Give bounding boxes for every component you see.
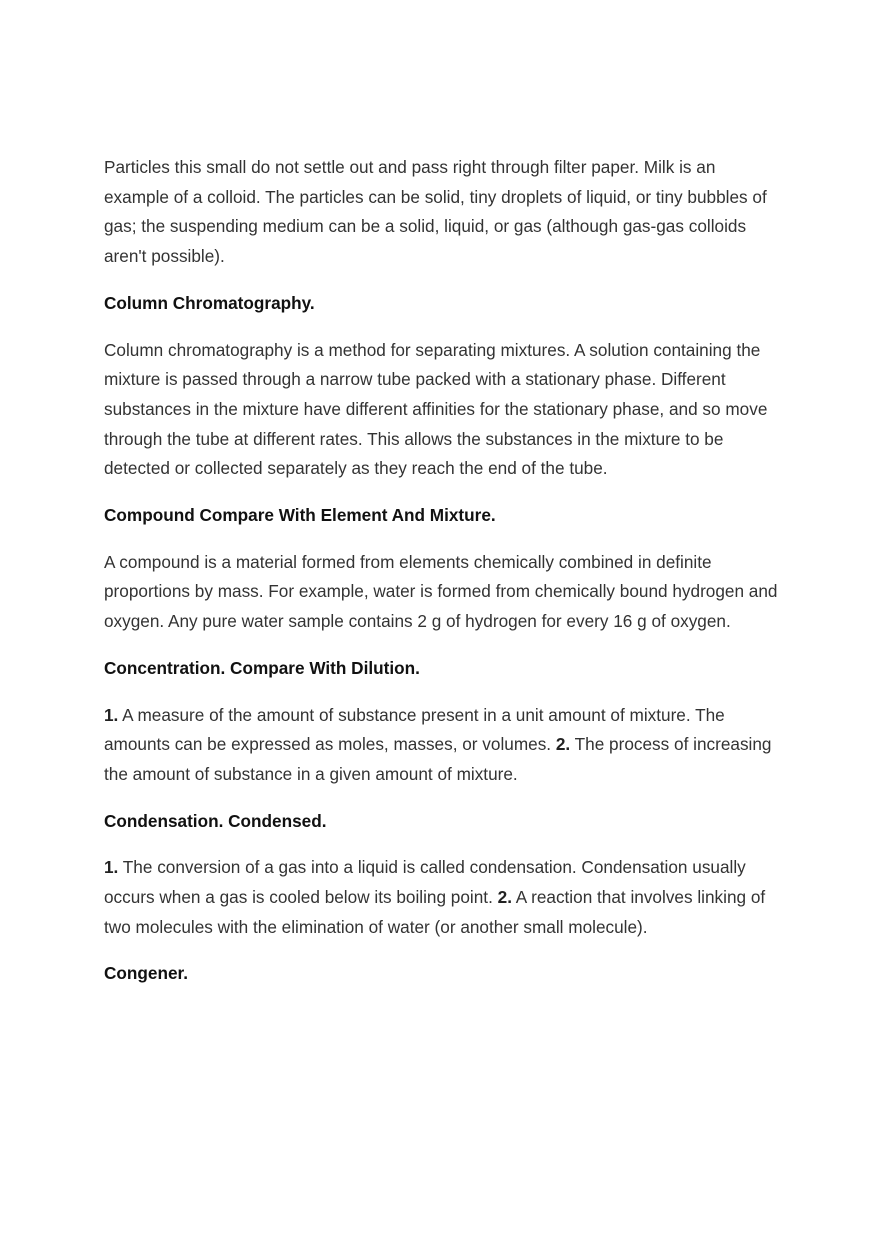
compound-paragraph: A compound is a material formed from elements chemically combined in definite proportions by mass. For example, water is formed from chemically bound hydrogen and oxygen. Any pure water sample contains 2 g of hydrogen for every 16 g of oxygen. xyxy=(104,551,778,632)
definition-number-2: 2. xyxy=(497,887,512,908)
concentration-heading: Concentration. Compare With Dilution. xyxy=(104,657,420,678)
compound-heading: Compound Compare With Element And Mixture. xyxy=(104,505,496,526)
definition-text-1: A measure of the amount of substance present in a unit amount of mixture. The amounts can be expressed as moles, masses, or volumes. xyxy=(104,704,725,755)
condensation-heading: Condensation. Condensed. xyxy=(104,810,327,831)
definition-text-2: The process of increasing the amount of substance in a given amount of mixture. xyxy=(104,734,772,784)
colloid-paragraph: Particles this small do not settle out and pass right through filter paper. Milk is an example of a colloid. The particles can be solid, tiny droplets of liquid, or tiny bubbles of gas; the suspending medium can be a solid, liquid, or gas (although gas-gas colloids aren't possible). xyxy=(104,157,767,267)
definition-text-1: The conversion of a gas into a liquid is called condensation. Condensation usually occurs when a gas is cooled below its boiling point. xyxy=(104,857,746,908)
definition-number-2: 2. xyxy=(555,734,571,755)
column-chromatography-paragraph: Column chromatography is a method for separating mixtures. A solution containing the mixture is passed through a narrow tube packed with a stationary phase. Different substances in the mixture have different affinities for the stationary phase, and so move through the tube at different rates. This allows the substances in the mixture to be detected or collected separately as they reach the end of the tube. xyxy=(104,339,768,479)
document-page xyxy=(104,153,784,1006)
definition-number-1: 1. xyxy=(104,704,119,725)
definition-number-1: 1. xyxy=(104,857,119,878)
condensation-paragraph xyxy=(104,853,784,942)
concentration-paragraph xyxy=(104,701,784,790)
congener-heading: Congener. xyxy=(104,963,189,984)
definition-text-2: A reaction that involves linking of two molecules with the elimination of water (or another small molecule). xyxy=(104,887,766,937)
column-chromatography-heading: Column Chromatography. xyxy=(104,292,315,313)
